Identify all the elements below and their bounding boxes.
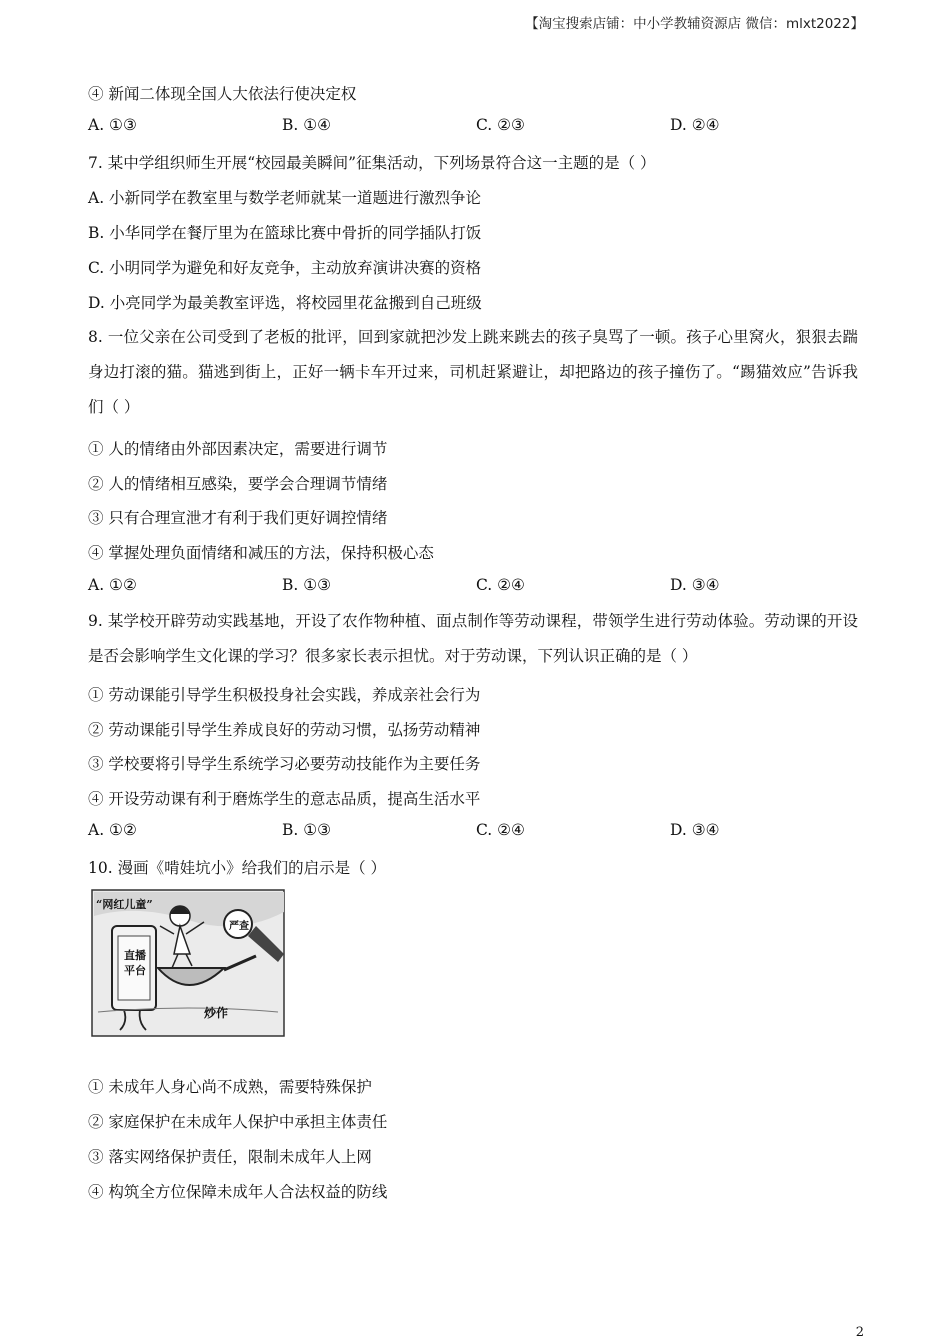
q10-statement-4: ④ 构筑全方位保障未成年人合法权益的防线 [88, 1183, 388, 1201]
q9-option-b: B. ①③ [282, 821, 332, 839]
q10-stem: 10. 漫画《啃娃坑小》给我们的启示是（ ） [88, 859, 387, 877]
comic-label-hype: 炒作 [204, 1006, 229, 1020]
q6-options [88, 116, 858, 138]
q8-statement-4: ④ 掌握处理负面情绪和减压的方法，保持积极心态 [88, 544, 434, 562]
q8-option-b: B. ①③ [282, 576, 332, 594]
comic-label-platform: 直播平台 [124, 949, 146, 977]
q8-statement-1: ① 人的情绪由外部因素决定，需要进行调节 [88, 440, 388, 458]
q6-statement-4: ④ 新闻二体现全国人大依法行使决定权 [88, 85, 357, 103]
q9-options [88, 821, 858, 843]
q7-option-b: B. 小华同学在餐厅里为在篮球比赛中骨折的同学插队打饭 [88, 224, 482, 242]
q9-option-c: C. ②④ [476, 821, 525, 839]
q6-option-c: C. ②③ [476, 116, 525, 134]
q6-option-d: D. ②④ [670, 116, 720, 134]
q9-option-a: A. ①② [88, 821, 137, 839]
q8-statement-3: ③ 只有合理宣泄才有利于我们更好调控情绪 [88, 509, 388, 527]
q6-option-a: A. ①③ [88, 116, 137, 134]
q7-option-a: A. 小新同学在教室里与数学老师就某一道题进行激烈争论 [88, 189, 482, 207]
store-header: 【淘宝搜索店铺：中小学教辅资源店 微信：mlxt2022】 [525, 16, 864, 32]
q10-statement-2: ② 家庭保护在未成年人保护中承担主体责任 [88, 1113, 388, 1131]
q10-statement-3: ③ 落实网络保护责任，限制未成年人上网 [88, 1148, 372, 1166]
q7-option-d: D. 小亮同学为最美教室评选，将校园里花盆搬到自己班级 [88, 294, 482, 312]
q8-options [88, 576, 858, 598]
q8-option-c: C. ②④ [476, 576, 525, 594]
q8-option-a: A. ①② [88, 576, 137, 594]
comic-label-stamp: 严查 [229, 921, 249, 932]
q8-stem: 8. 一位父亲在公司受到了老板的批评，回到家就把沙发上跳来跳去的孩子臭骂了一顿。孩子心里窝火，狠狠去踹身边打滚的猫。猫逃到街上，正好一辆卡车开过来，司机赶紧避让，却把路边的孩子撞伤了。“踢猫效应”告诉我们（ ） [88, 328, 858, 416]
q9-option-d: D. ③④ [670, 821, 720, 839]
comic-label-top: “网红儿童” [96, 898, 153, 911]
q9-statement-2: ② 劳动课能引导学生养成良好的劳动习惯，弘扬劳动精神 [88, 721, 481, 739]
q7-stem: 7. 某中学组织师生开展“校园最美瞬间”征集活动，下列场景符合这一主题的是（ ） [88, 154, 656, 172]
q9-statement-3: ③ 学校要将引导学生系统学习必要劳动技能作为主要任务 [88, 755, 481, 773]
comic-illustration [88, 886, 288, 1038]
page-number: 2 [855, 1325, 864, 1340]
q7-option-c: C. 小明同学为避免和好友竞争，主动放弃演讲决赛的资格 [88, 259, 482, 277]
q6-option-b: B. ①④ [282, 116, 332, 134]
q8-option-d: D. ③④ [670, 576, 720, 594]
q8-statement-2: ② 人的情绪相互感染，要学会合理调节情绪 [88, 475, 388, 493]
q9-stem: 9. 某学校开辟劳动实践基地，开设了农作物种植、面点制作等劳动课程，带领学生进行劳动体验。劳动课的开设是否会影响学生文化课的学习？很多家长表示担忧。对于劳动课，下列认识正确的是（ ） [88, 612, 858, 665]
q10-statement-1: ① 未成年人身心尚不成熟，需要特殊保护 [88, 1078, 372, 1096]
q9-statement-4: ④ 开设劳动课有利于磨炼学生的意志品质，提高生活水平 [88, 790, 481, 808]
q9-statement-1: ① 劳动课能引导学生积极投身社会实践，养成亲社会行为 [88, 686, 481, 704]
